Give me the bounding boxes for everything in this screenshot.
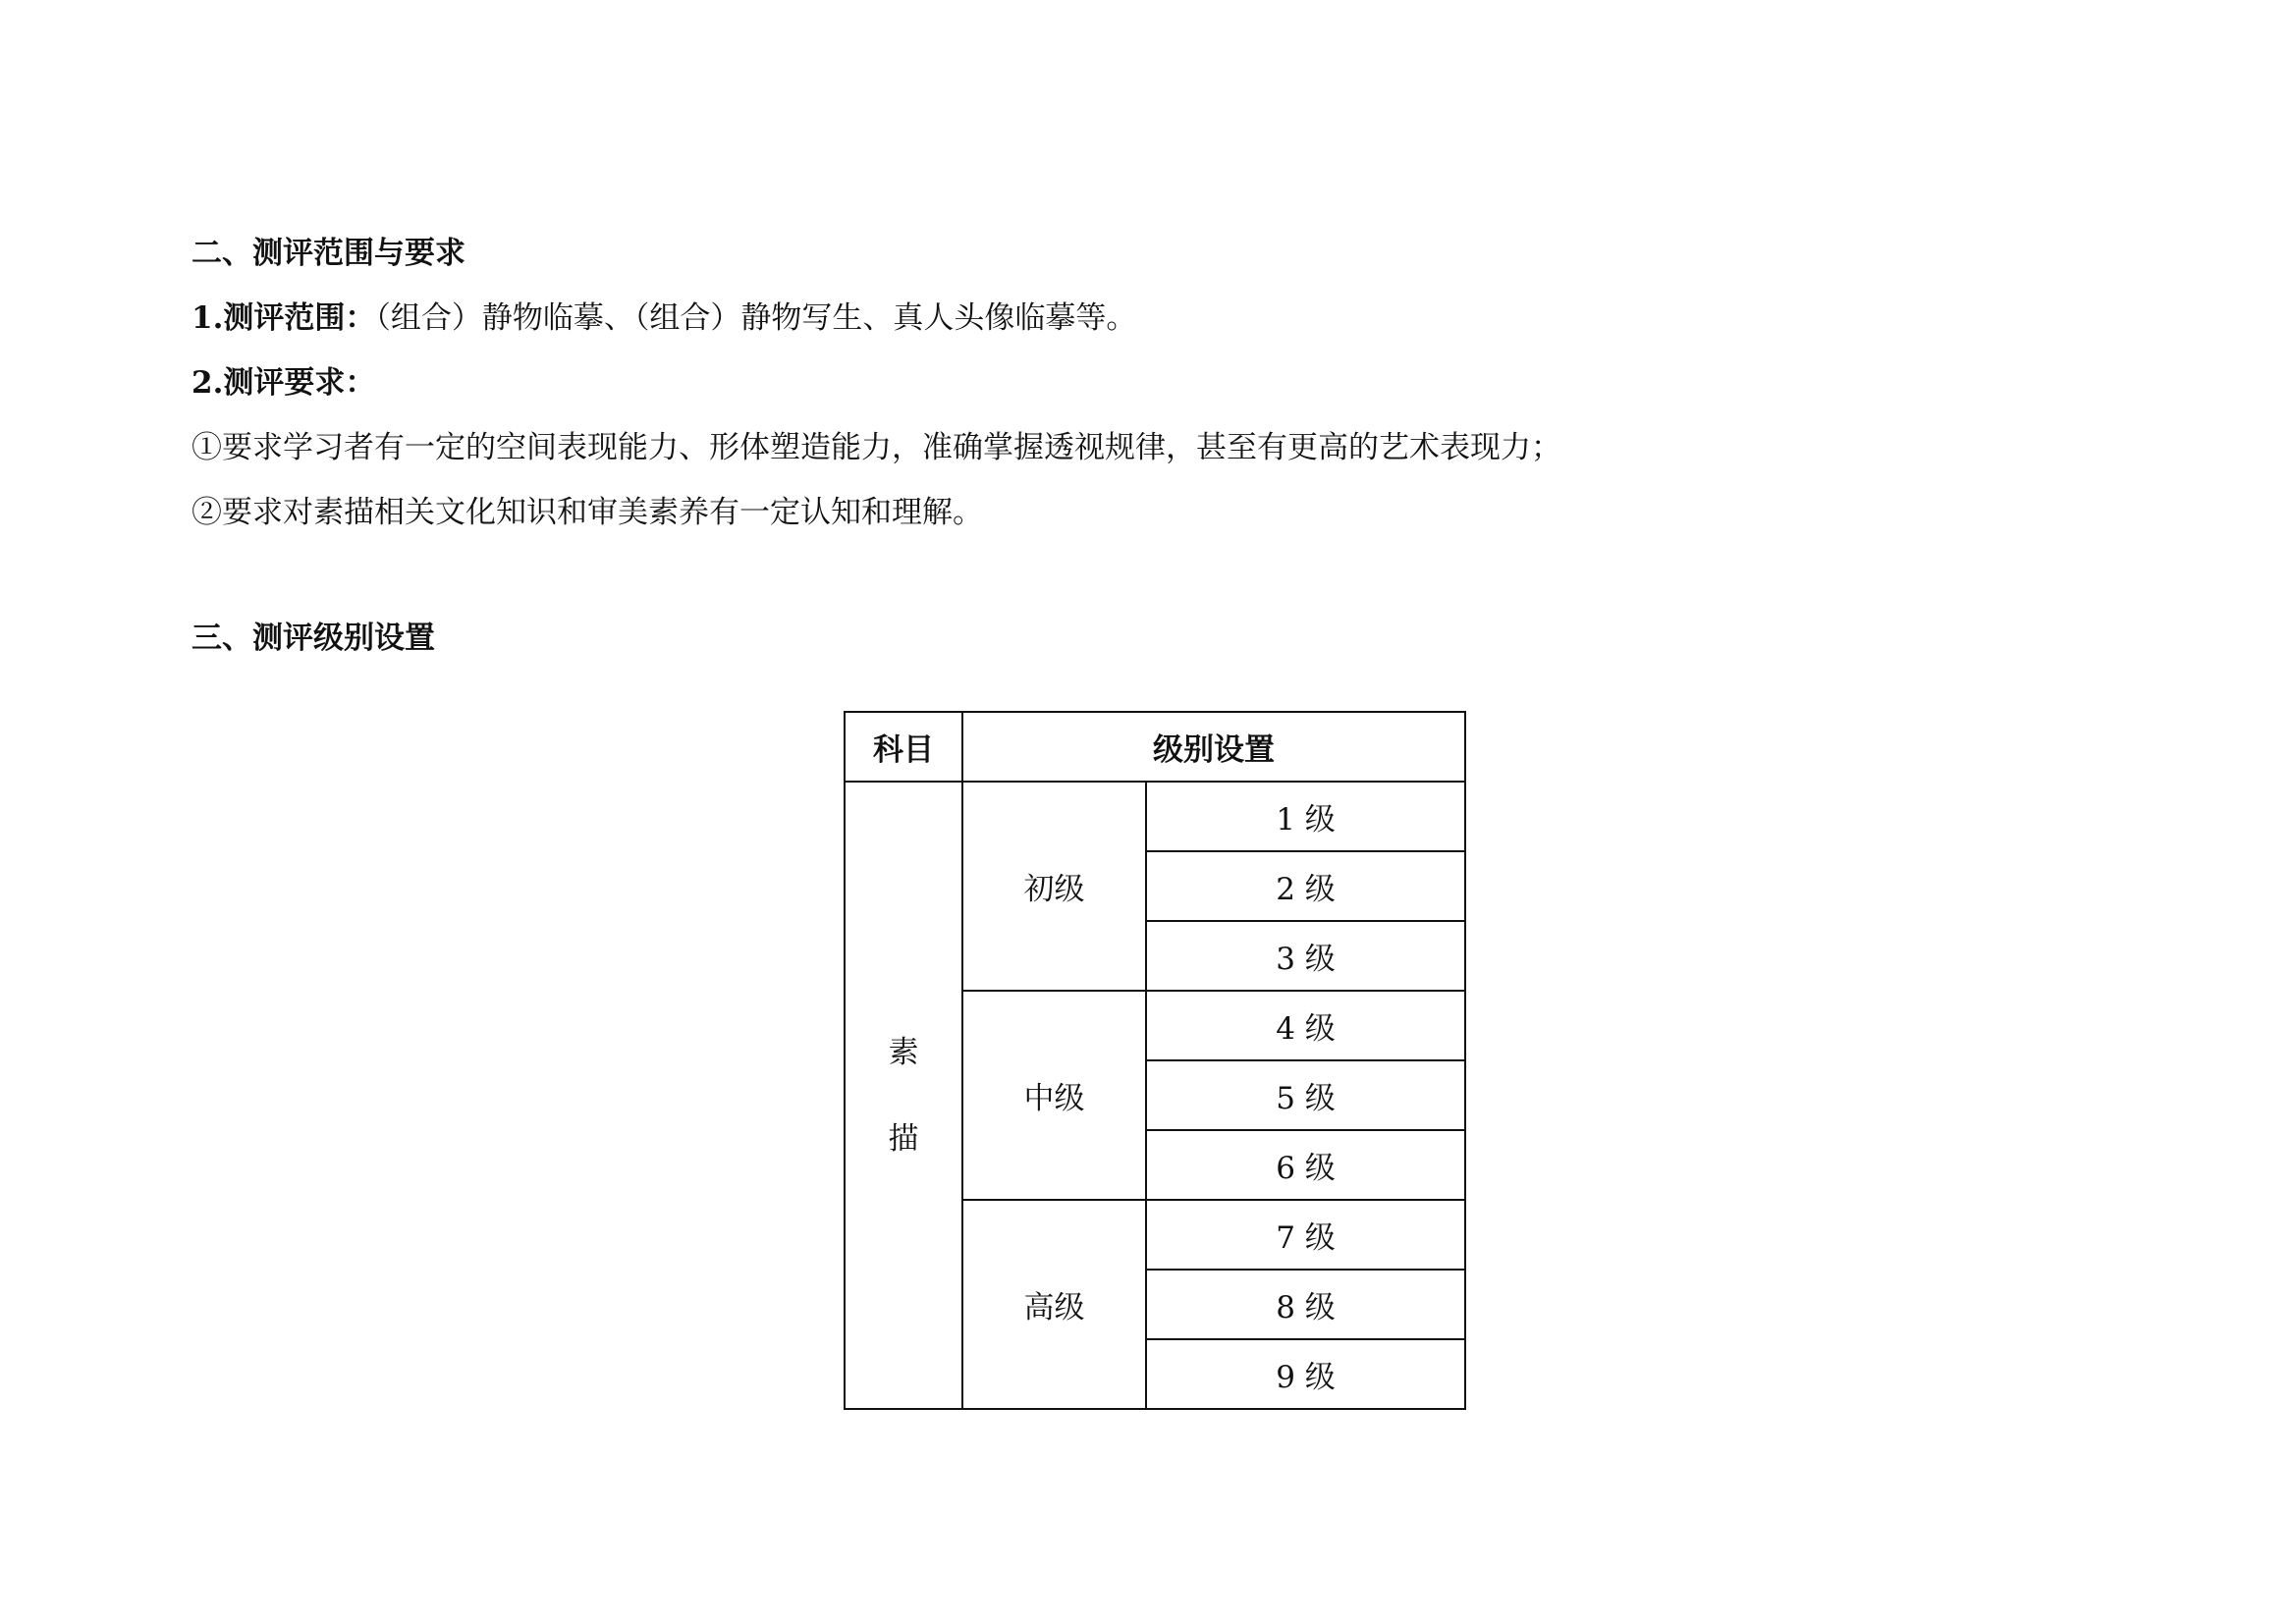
stage-cell: 高级 (962, 1200, 1146, 1409)
level-cell: 5 级 (1146, 1060, 1465, 1130)
subject-char: 描 (888, 1120, 919, 1157)
level-cell: 8 级 (1146, 1270, 1465, 1339)
level-cell: 3 级 (1146, 921, 1465, 991)
table-header-row (845, 712, 1465, 782)
subject-cell (845, 782, 962, 1409)
scope-text: （组合）静物临摹、（组合）静物写生、真人头像临摹等。 (375, 300, 1137, 336)
subject-char: 素 (888, 1034, 919, 1070)
level-cell: 6 级 (1146, 1130, 1465, 1200)
stage-cell: 中级 (962, 991, 1146, 1200)
table-row (845, 782, 1465, 851)
section-3-heading: 三、测评级别设置 (191, 621, 435, 656)
header-levels: 级别设置 (962, 712, 1465, 782)
scope-line (191, 298, 1136, 338)
level-cell: 1 级 (1146, 782, 1465, 851)
level-cell: 7 级 (1146, 1200, 1465, 1270)
section-2-heading: 二、测评范围与要求 (191, 236, 465, 271)
scope-label: 1.测评范围： (191, 300, 376, 336)
requirements-label: 2.测评要求： (191, 365, 376, 401)
level-cell: 9 级 (1146, 1339, 1465, 1409)
level-cell: 4 级 (1146, 991, 1465, 1060)
level-settings-table (844, 711, 1466, 1410)
stage-cell: 初级 (962, 782, 1146, 991)
requirement-item-1: ①要求学习者有一定的空间表现能力、形体塑造能力，准确掌握透视规律，甚至有更高的艺术表现力； (191, 430, 1561, 465)
requirement-item-2: ②要求对素描相关文化知识和审美素养有一定认知和理解。 (191, 495, 983, 530)
level-cell: 2 级 (1146, 851, 1465, 921)
header-subject: 科目 (845, 712, 962, 782)
